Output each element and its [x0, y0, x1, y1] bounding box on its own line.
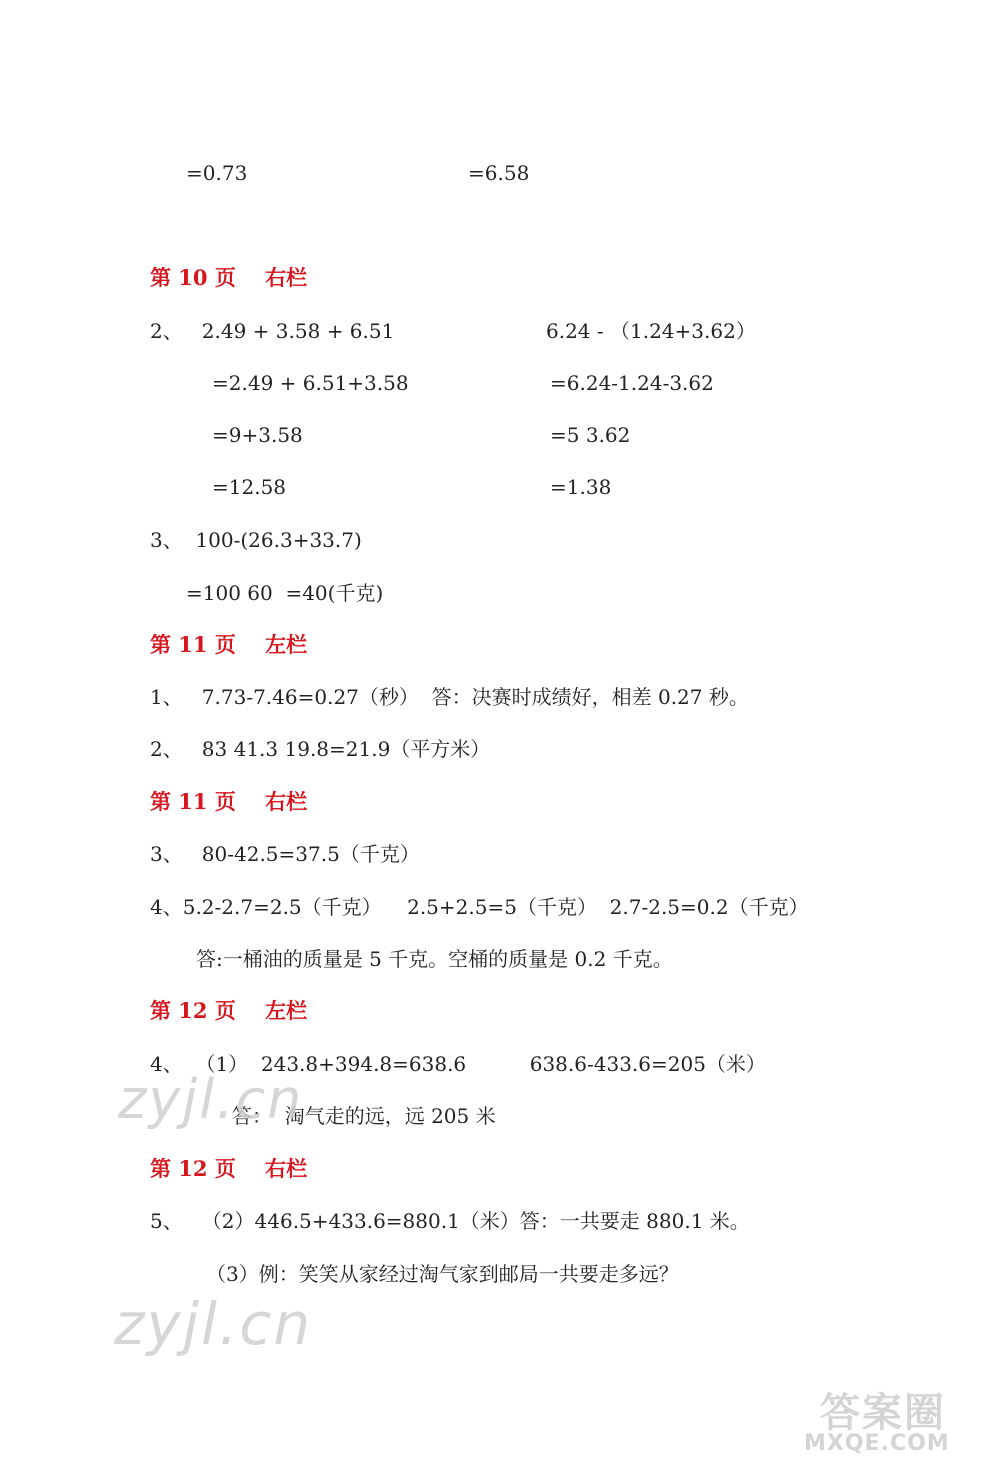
q2-right-line-4: =1.38 [550, 475, 612, 499]
p11-left-q1: 1、 7.73-7.46=0.27（秒） 答：决赛时成绩好，相差 0.27 秒。 [150, 685, 749, 709]
p12-left-q4-answer: 答： 淘气走的远，远 205 米 [232, 1104, 496, 1128]
p11-left-q2: 2、 83 41.3 19.8=21.9（平方米） [150, 737, 491, 761]
section-heading-p12-left: 第 12 页 左栏 [150, 998, 308, 1023]
p12-right-q5-2: 5、 （2）446.5+433.6=880.1（米）答：一共要走 880.1 米。 [150, 1209, 750, 1233]
q2-left-line-4: =12.58 [212, 475, 287, 499]
p12-right-q5-3: （3）例：笑笑从家经过淘气家到邮局一共要走多远？ [206, 1262, 679, 1286]
q2-left-line-2: =2.49 + 6.51+3.58 [212, 371, 409, 395]
corner-logo-text: 答案圈 [820, 1390, 946, 1436]
p11-right-q4: 4、5.2-2.7=2.5（千克） 2.5+2.5=5（千克） 2.7-2.5=0.2（千克） [150, 895, 809, 919]
section-heading-p11-left: 第 11 页 左栏 [150, 632, 308, 657]
section-heading-p12-right: 第 12 页 右栏 [150, 1156, 308, 1181]
p11-right-q4-answer: 答:一桶油的质量是 5 千克。空桶的质量是 0.2 千克。 [196, 947, 673, 971]
top-line-left: =0.73 [186, 161, 248, 185]
section-heading-p11-right: 第 11 页 右栏 [150, 789, 308, 814]
site-watermark-2: zyjl.cn [114, 1290, 313, 1358]
top-line-right: =6.58 [468, 161, 530, 185]
q2-right-line-3: =5 3.62 [550, 423, 631, 447]
section-heading-p10-right: 第 10 页 右栏 [150, 265, 308, 290]
q2-left-line-1: 2、 2.49 + 3.58 + 6.51 [150, 319, 395, 343]
q3-line-2: =100 60 =40(千克) [186, 581, 384, 605]
p11-right-q3: 3、 80-42.5=37.5（千克） [150, 842, 420, 866]
corner-logo-domain: MXQE.COM [804, 1431, 950, 1456]
q2-left-line-3: =9+3.58 [212, 423, 303, 447]
site-watermark-1: zyjl.cn [118, 1068, 304, 1131]
q2-right-line-2: =6.24-1.24-3.62 [550, 371, 714, 395]
p12-left-q4: 4、 （1） 243.8+394.8=638.6 638.6-433.6=205（米） [150, 1052, 766, 1076]
corner-logo-watermark [790, 1381, 990, 1461]
q2-right-line-1: 6.24 - （1.24+3.62） [546, 319, 756, 343]
q3-line-1: 3、 100-(26.3+33.7) [150, 528, 362, 552]
